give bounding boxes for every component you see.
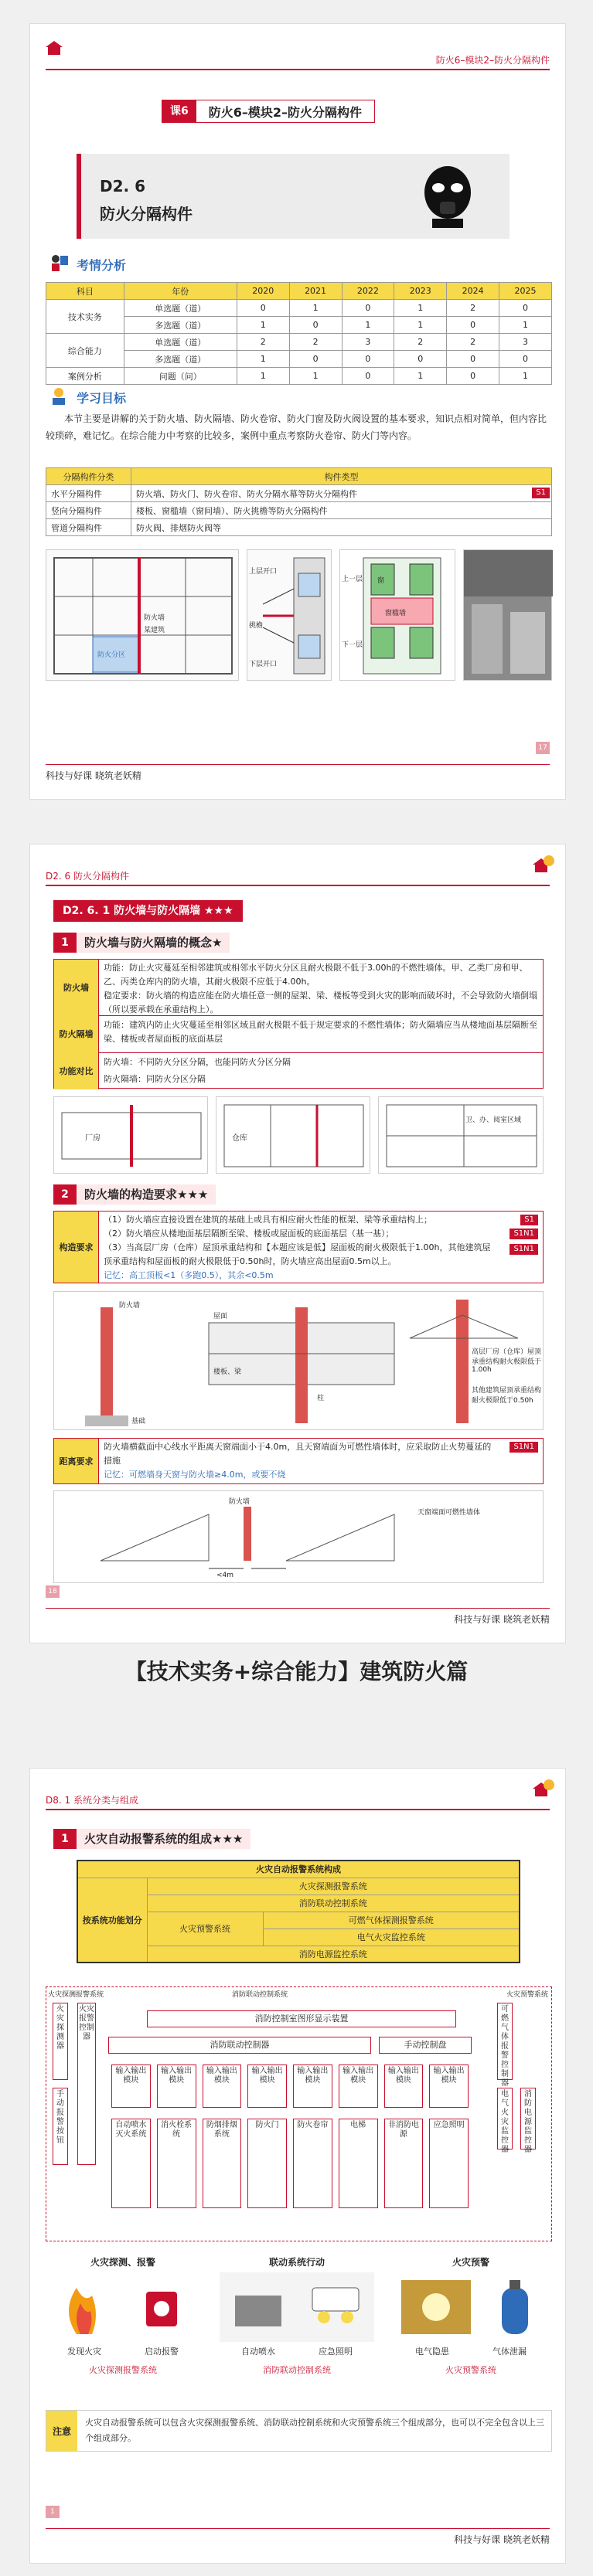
drawing-label-upper: 上层开口 [249, 568, 278, 576]
distance-tag: S1N1 [510, 1442, 538, 1453]
exam-cell: 1 [342, 317, 394, 334]
concept-box [53, 959, 544, 1089]
lesson-tag: 课6 [162, 100, 196, 123]
section-drawing [247, 549, 332, 681]
label-fire-partition: 防火隔墙 [54, 1015, 99, 1052]
box-manual-panel: 手动控制盘 [379, 2037, 472, 2054]
header-line [46, 69, 550, 70]
label-roof: 屋面 [213, 1313, 228, 1320]
fig-warehouse [216, 1096, 370, 1174]
class-row [46, 502, 552, 519]
chapter-code: D2. 6 [100, 177, 145, 195]
label-construct: 构造要求 [54, 1212, 99, 1283]
header-line [46, 1809, 550, 1810]
house-logo-icon [46, 41, 63, 55]
drawing-label-up1: 上一层 [342, 576, 363, 583]
class-header-0: 分隔构件分类 [46, 468, 131, 485]
exam-cell: 技术实务 [46, 300, 124, 334]
photo-linkage [220, 2272, 374, 2342]
exam-row [46, 300, 552, 317]
box-gas-controller: 可燃气体报警控制器 [497, 2003, 513, 2080]
exam-header-1: 年份 [124, 283, 237, 300]
header-left: D8. 1 系统分类与组成 [46, 1795, 138, 1806]
page-1 [29, 23, 566, 800]
sun-icon [544, 855, 554, 866]
construct-tag-2: S1N1 [510, 1229, 538, 1239]
exam-cell: 2 [447, 334, 499, 351]
label-beam: 楼板、梁 [213, 1368, 242, 1376]
class-cell [46, 519, 131, 536]
lesson-title-box [162, 100, 375, 123]
page-number: 18 [46, 1585, 60, 1598]
caption-2: 启动报警 [145, 2347, 179, 2357]
photo-fire [46, 2272, 200, 2342]
box-electrical-monitor: 电气火灾监控器 [497, 2088, 513, 2149]
comp-row-1: 消防联动控制系统 [147, 1895, 520, 1912]
box-manual-alarm: 手动报警按钮 [53, 2088, 68, 2165]
note-text: 火灾自动报警系统可以包含火灾探测报警系统、消防联动控制系统和火灾预警系统三个组成部分，也可以不完全包含以上三个组成部分。 [85, 2418, 544, 2443]
photo-group-1: 火灾探测、报警 [90, 2257, 155, 2268]
exam-cell: 0 [289, 351, 342, 368]
construct-line-1: （1）防火墙应直接设置在建筑的基础上或具有相应耐火性能的框架、梁等承重结构上； [104, 1215, 432, 1225]
page-number: 17 [536, 742, 550, 754]
construct-figure [53, 1291, 544, 1430]
exam-cell: 2 [447, 300, 499, 317]
system-diagram [46, 1986, 552, 2241]
header-line [46, 885, 550, 886]
subsection-1 [53, 933, 230, 953]
exam-cell: 3 [499, 334, 552, 351]
label-other: 其他建筑屋顶承重结构耐火极限低于0.50h [472, 1387, 542, 1405]
construct-line-2: （2）防火墙应从楼地面基层隔断至梁、楼板或屋面板的底面基层（基一基）； [104, 1229, 394, 1239]
box-graphic-display: 消防控制室图形显示装置 [147, 2010, 456, 2027]
header-left: D2. 6 防火分隔构件 [46, 871, 129, 882]
device-box: 防烟排烟系统 [203, 2119, 242, 2208]
exam-cell: 1 [237, 317, 289, 334]
construct-tag-3: S1N1 [510, 1244, 538, 1255]
caption-3: 自动喷水 [241, 2347, 275, 2357]
compare-text-1: 防火墙：不同防火分区分隔，也能同防火分区分隔 [104, 1057, 291, 1067]
subsection-3-title: 火灾自动报警系统的组成★★★ [77, 1829, 250, 1849]
construct-memo: 记忆：高工顶板<1（多跑0.5），其余<0.5m [104, 1270, 274, 1280]
drawing-label-compartment: 防火分区 [97, 651, 126, 659]
module-box: 输入输出模块 [157, 2065, 196, 2108]
footer-text: 科技与好课 晓筑老妖精 [46, 770, 141, 781]
module-box: 输入输出模块 [247, 2065, 287, 2108]
exam-cell: 1 [394, 300, 447, 317]
module-box: 输入输出模块 [339, 2065, 378, 2108]
class-cell [131, 502, 552, 519]
footer-text: 科技与好课 晓筑老妖精 [454, 2534, 550, 2545]
exam-cell: 0 [447, 351, 499, 368]
fire-wall-text-1: 功能：防止火灾蔓延至相邻建筑或相邻水平防火分区且耐火极限不低于3.00h的不燃性墙体。甲、乙类厂房和甲、乙、丙类仓库内的防火墙，其耐火极限不应低于4.00h。 [104, 963, 528, 987]
class-tag: S1 [532, 488, 550, 498]
construct-box [53, 1211, 544, 1283]
exam-cell: 0 [342, 368, 394, 385]
class-cell [131, 519, 552, 536]
class-cell [131, 485, 552, 502]
label-dist: <4m [216, 1572, 234, 1579]
diagram-mid-title: 消防联动控制系统 [232, 1991, 288, 1999]
drawing-label-eave: 挑檐 [249, 622, 264, 630]
result-3: 火灾预警系统 [445, 2365, 496, 2375]
exam-table [46, 282, 552, 385]
distance-figure [53, 1490, 544, 1583]
result-2: 消防联动控制系统 [263, 2365, 331, 2375]
fig-label-office: 卫、办、阅室区域 [465, 1116, 522, 1124]
subsection-1-num: 1 [53, 933, 77, 953]
exam-cell: 0 [342, 351, 394, 368]
page-number: 1 [46, 2506, 60, 2518]
exam-cell: 单选题（道） [124, 300, 237, 317]
drawing-label-wall: 窗槛墙 [385, 610, 407, 617]
device-box: 非消防电源 [384, 2119, 424, 2208]
exam-header-3: 2021 [289, 283, 342, 300]
class-cell-text: 管道分隔构件 [51, 522, 102, 533]
note-box [46, 2410, 552, 2452]
comp-row-2: 可燃气体探测报警系统 [263, 1912, 520, 1929]
device-box: 防火卷帘 [293, 2119, 332, 2208]
footer-line [46, 2528, 550, 2529]
subsection-2-title: 防火墙的构造要求★★★ [77, 1184, 216, 1205]
class-header-1: 构件类型 [131, 468, 552, 485]
fire-wall-text-2: 稳定要求：防火墙的构造应能在防火墙任意一侧的屋架、梁、楼板等受到火灾的影响而破坏时，不会导致防火墙倒塌（所以要承载在承重结构上）。 [104, 991, 537, 1014]
firefighter-mask-icon [417, 163, 479, 229]
module-box: 输入输出模块 [429, 2065, 469, 2108]
label-col: 柱 [317, 1395, 325, 1402]
caption-4: 应急照明 [319, 2347, 353, 2357]
exam-cell: 单选题（道） [124, 334, 237, 351]
box-detector: 火灾探测器 [53, 2003, 68, 2080]
comp-row-4: 消防电源监控系统 [147, 1946, 520, 1963]
diagram-right-title: 火灾预警系统 [506, 1991, 548, 1999]
class-cell-text: 水平分隔构件 [51, 488, 102, 499]
teacher-icon [49, 253, 69, 273]
photo-warning [394, 2272, 548, 2342]
label-high: 高层厂房（仓库）屋顶承重结构耐火极限低于1.00h [472, 1348, 542, 1374]
construct-line-3: （3）当高层厂房（仓库）屋顶承重结构和【本题应该是低】屋面板的耐火极限低于1.00h，其他建筑屋顶承重结构和屋面板的耐火极限低于0.50h时，防火墙应高出屋面0.5m以上。 [104, 1242, 491, 1266]
exam-header-6: 2024 [447, 283, 499, 300]
class-cell-text: 楼板、窗槛墙（窗间墙）、防火挑檐等防火分隔构件 [136, 505, 328, 516]
window-wall-drawing [339, 549, 455, 681]
fig-factory [53, 1096, 208, 1174]
section-title: D2. 6. 1 防火墙与防火隔墙 ★★★ [53, 900, 243, 922]
subsection-2 [53, 1184, 216, 1205]
fig-office [378, 1096, 544, 1174]
student-icon [49, 386, 69, 406]
module-box: 输入输出模块 [384, 2065, 424, 2108]
label-fire-wall: 防火墙 [54, 960, 99, 1015]
drawing-label-window: 窗 [377, 577, 385, 585]
drawing-label-lower: 下层开口 [249, 661, 278, 668]
subsection-1-title: 防火墙与防火隔墙的概念★ [77, 933, 230, 953]
box-fac: 火灾报警控制器 [77, 2003, 96, 2165]
exam-cell: 2 [394, 334, 447, 351]
exam-cell: 1 [499, 317, 552, 334]
comp-early-warning: 火灾预警系统 [147, 1912, 263, 1946]
subsection-3-num: 1 [53, 1829, 77, 1849]
page-2 [29, 844, 566, 1643]
exam-cell: 3 [342, 334, 394, 351]
exam-cell: 0 [394, 351, 447, 368]
sun-icon [544, 1779, 554, 1790]
comp-row-0: 火灾探测报警系统 [147, 1878, 520, 1895]
construct-tag-1: S1 [520, 1215, 538, 1225]
distance-box [53, 1438, 544, 1484]
exam-cell: 0 [289, 317, 342, 334]
exam-cell: 1 [394, 317, 447, 334]
exam-cell: 1 [289, 368, 342, 385]
drawing-label-room: 某建筑 [144, 627, 165, 634]
device-box: 应急照明 [429, 2119, 469, 2208]
label-compare: 功能对比 [54, 1052, 99, 1089]
device-box: 防火门 [247, 2119, 287, 2208]
module-box: 输入输出模块 [203, 2065, 242, 2108]
class-cell-text: 竖向分隔构件 [51, 505, 102, 516]
exam-cell: 1 [237, 351, 289, 368]
lesson-title: 防火6–模块2–防火分隔构件 [208, 104, 363, 120]
caption-1: 发现火灾 [67, 2347, 101, 2357]
exam-cell: 0 [342, 300, 394, 317]
comp-title: 火灾自动报警系统构成 [77, 1861, 520, 1878]
photo-group-3: 火灾预警 [452, 2257, 489, 2268]
exam-cell: 1 [499, 368, 552, 385]
class-cell [46, 485, 131, 502]
footer-line [46, 764, 550, 765]
chapter-banner [77, 154, 510, 239]
chapter-title: 防火分隔构件 [100, 205, 193, 223]
label-parapet: 防火墙 [119, 1302, 141, 1310]
compare-text-2: 防火隔墙：同防火分区分隔 [104, 1074, 206, 1084]
exam-cell: 2 [237, 334, 289, 351]
exam-cell: 0 [447, 368, 499, 385]
header-right: 防火6–模块2–防火分隔构件 [435, 55, 550, 66]
box-power-monitor: 消防电源监控器 [520, 2088, 536, 2149]
distance-memo: 记忆：可燃墙身天窗与防火墙≥4.0m，或要不烧 [104, 1470, 286, 1480]
exam-cell: 1 [289, 300, 342, 317]
exam-cell: 0 [499, 351, 552, 368]
drawing-label-fire-wall: 防火墙 [144, 614, 165, 622]
exam-cell: 1 [237, 368, 289, 385]
diagram-left-title: 火灾探测报警系统 [48, 1991, 104, 1999]
caption-6: 气体泄漏 [492, 2347, 527, 2357]
class-cell-text: 防火墙、防火门、防火卷帘、防火分隔水幕等防火分隔构件 [136, 488, 357, 499]
comp-row-3: 电气火灾监控系统 [263, 1929, 520, 1946]
class-cell-text: 防火阀、排烟防火阀等 [136, 522, 221, 533]
photo-group-2: 联动系统行动 [268, 2257, 325, 2268]
note-label: 注意 [46, 2411, 77, 2451]
photo-building [463, 549, 552, 681]
subsection-3 [53, 1829, 250, 1849]
device-box: 消火栓系统 [157, 2119, 196, 2208]
label-distance: 距离要求 [54, 1439, 99, 1483]
exam-cell: 0 [447, 317, 499, 334]
footer-text: 科技与好课 晓筑老妖精 [454, 1614, 550, 1625]
class-row [46, 485, 552, 502]
result-1: 火灾探测报警系统 [89, 2365, 157, 2375]
exam-header-2: 2020 [237, 283, 289, 300]
label-foundation: 基础 [131, 1418, 146, 1426]
exam-cell: 1 [394, 368, 447, 385]
component-class-table [46, 467, 552, 536]
exam-cell: 案例分析 [46, 368, 124, 385]
exam-cell: 0 [237, 300, 289, 317]
device-box: 自动喷水灭火系统 [111, 2119, 151, 2208]
caption-5: 电气隐患 [415, 2347, 449, 2357]
exam-row [46, 368, 552, 385]
exam-row [46, 334, 552, 351]
learning-goals-title: 学习目标 [77, 391, 127, 406]
comp-left: 按系统功能划分 [77, 1878, 147, 1963]
label-skylight: 天窗端面可燃性墙体 [417, 1509, 481, 1517]
subsection-2-num: 2 [53, 1184, 77, 1205]
page-3 [29, 1768, 566, 2564]
distance-line-1: 防火墙横截面中心线水平距离天窗端面小于4.0m，且天窗端面为可燃性墙体时，应采取防止火势蔓延的措施 [104, 1442, 492, 1466]
box-linkage-controller: 消防联动控制器 [108, 2037, 371, 2054]
exam-header-7: 2025 [499, 283, 552, 300]
exam-header-5: 2023 [394, 283, 447, 300]
composition-table [77, 1860, 520, 1963]
exam-cell: 0 [499, 300, 552, 317]
exam-cell: 多选题（道） [124, 317, 237, 334]
floor-plan-drawing [46, 549, 239, 681]
label-measure: 防火墙 [229, 1498, 250, 1506]
fig-label-factory: 厂房 [85, 1134, 101, 1143]
fig-label-warehouse: 仓库 [232, 1134, 247, 1143]
fire-partition-text: 功能：建筑内防止火灾蔓延至相邻区域且耐火极限不低于规定要求的不燃性墙体；防火隔墙应当从楼地面基层隔断至梁、楼板或者屋面板的底面基层 [104, 1020, 537, 1044]
module-box: 输入输出模块 [111, 2065, 151, 2108]
exam-header-4: 2022 [342, 283, 394, 300]
class-cell [46, 502, 131, 519]
drawing-label-down1: 下一层 [342, 641, 363, 649]
exam-analysis-title: 考情分析 [77, 258, 127, 273]
module-box: 输入输出模块 [293, 2065, 332, 2108]
class-row [46, 519, 552, 536]
exam-cell: 问题（问） [124, 368, 237, 385]
device-box: 电梯 [339, 2119, 378, 2208]
exam-header-0: 科目 [46, 283, 124, 300]
exam-cell: 综合能力 [46, 334, 124, 368]
footer-line [46, 1608, 550, 1609]
section-banner: 【技术实务+综合能力】建筑防火篇 [124, 1659, 469, 1684]
learning-goals-text: 本节主要是讲解的关于防火墙、防火隔墙、防火卷帘、防火门窗及防火阀设置的基本要求，知识点相对简单，但内容比较琐碎，难记忆。在综合能力中考察的比较多，案例中重点考察防火卷帘、防火门等内容。 [46, 413, 547, 441]
exam-cell: 2 [289, 334, 342, 351]
exam-cell: 多选题（道） [124, 351, 237, 368]
